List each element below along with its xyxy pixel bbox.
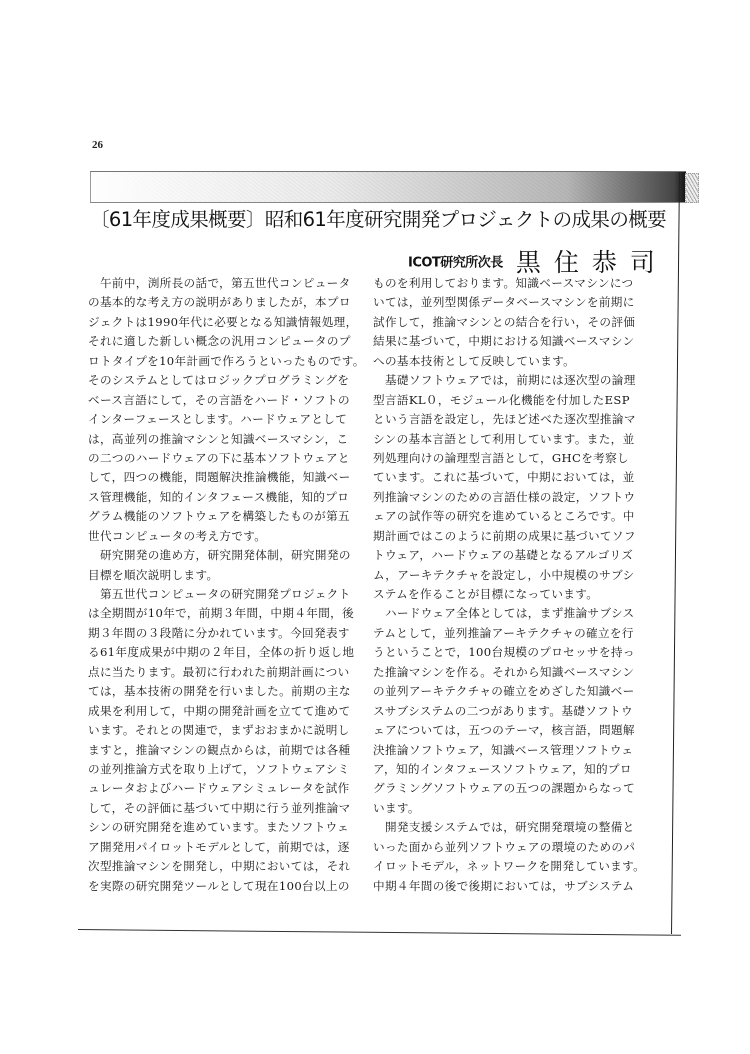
text-line: の並列推論方式を取り上げて，ソフトウェアシミ	[88, 761, 350, 776]
text-line: ム，アーキテクチャを設定し，小中規模のサブシ	[373, 567, 635, 582]
text-line: 第五世代コンピュータの研究開発プロジェクト	[88, 587, 351, 601]
text-line: して，四つの機能，問題解決推論機能，知識ベー	[88, 470, 351, 485]
text-line: 型言語KL０，モジュール化機能を付加したESP	[373, 392, 630, 407]
text-line: ものを利用しております。知識ベースマシンにつ	[373, 276, 634, 290]
body-column-right	[373, 274, 657, 896]
text-line: 成果を利用して，中期の開発計画を立てて進めて	[88, 703, 351, 718]
text-line: への基本技術として反映しています。	[373, 353, 576, 368]
text-line: ェアについては，五つのテーマ，核言語，問題解	[373, 723, 635, 738]
text-line: ア，知的インタフェースソフトウェア，知的プロ	[373, 761, 632, 776]
text-line: ュレータおよびハードウェアシミュレータを試作	[88, 781, 350, 796]
text-line: ています。これに基づいて，中期においては，並	[373, 470, 635, 485]
text-line: インターフェースとします。ハードウェアとして	[88, 412, 348, 427]
text-line: ては，基本技術の開発を行いました。前期の主な	[88, 684, 351, 699]
author-name: 黒住恭司	[515, 248, 668, 277]
text-line: いては，並列型関係データベースマシンを前期に	[373, 295, 635, 310]
text-line: 基礎ソフトウェアでは，前期には逐次型の論理	[373, 373, 636, 388]
page-number: 26	[92, 139, 103, 151]
text-line: 試作して，推論マシンとの結合を行い，その評価	[373, 314, 636, 329]
text-line: いった面から並列ソフトウェアの環境のためのパ	[373, 839, 636, 854]
text-line: ジェクトは1990年代に必要となる知識情報処理，	[88, 314, 358, 329]
text-line: ロトタイプを10年計画で作ろうといったものです。	[88, 353, 365, 368]
text-line: を実際の研究開発ツールとして現在100台以上の	[88, 878, 350, 893]
banner-edge-tab	[685, 173, 699, 203]
text-line: 研究開発の進め方，研究開発体制，研究開発の	[88, 548, 351, 563]
text-line: シンの研究開発を進めています。またソフトウェ	[88, 820, 350, 835]
text-line: 開発支援システムでは，研究開発環境の整備と	[373, 820, 635, 835]
text-line: る61年度成果が中期の２年目，全体の折り返し地	[88, 645, 355, 660]
text-line: して，その評価に基づいて中期に行う並列推論マ	[88, 800, 351, 815]
text-line: そのシステムとしてはロジックプログラミングを	[88, 373, 350, 388]
text-line: 期３年間の３段階に分かれています。今回発表す	[88, 625, 350, 640]
text-line: 次型推論マシンを開発し，中期においては，それ	[88, 859, 351, 874]
text-line: ベース言語にして，その言語をハード・ソフトの	[88, 392, 350, 407]
text-line: という言語を設定し，先ほど述べた逐次型推論マ	[373, 412, 636, 427]
text-line: ェアの試作等の研究を進めているところです。中	[373, 509, 635, 524]
body-column-left	[88, 274, 372, 896]
text-line: 結果に基づいて，中期における知識ベースマシン	[373, 334, 635, 349]
author-role: ICOT研究所次長	[408, 255, 503, 271]
text-line: の基本的な考え方の説明がありましたが，本プロ	[88, 295, 351, 310]
text-line: の並列アーキテクチャの確立をめざした知識ベー	[373, 684, 635, 699]
text-line: シンの基本言語として利用しています。また，並	[373, 431, 635, 446]
text-line: の二つのハードウェアの下に基本ソフトウェアと	[88, 450, 350, 465]
text-line: スサブシステムの二つがあります。基礎ソフトウ	[373, 703, 633, 718]
text-line: 世代コンピュータの考え方です。	[88, 528, 267, 543]
text-line: は，高並列の推論マシンと知識ベースマシン，こ	[88, 431, 349, 446]
text-line: 決推論ソフトウェア，知識ベース管理ソフトウェ	[373, 742, 634, 757]
text-line: 目標を順次説明します。	[88, 567, 219, 582]
bottom-rule	[78, 929, 681, 936]
text-line: 列処理向けの論理型言語として，GHCを考察し	[373, 450, 629, 465]
text-line: 中期４年間の後で後期においては，サブシステム	[373, 878, 635, 893]
text-line: トウェア，ハードウェアの基礎となるアルゴリズ	[373, 548, 634, 563]
text-line: イロットモデル，ネットワークを開発しています。	[373, 859, 646, 874]
text-line: 列推論マシンのための言語仕様の設定，ソフトウ	[373, 489, 636, 504]
text-line: それに適した新しい概念の汎用コンピュータのプ	[88, 334, 351, 349]
text-line: います。	[373, 800, 420, 815]
text-line: 期計画ではこのように前期の成果に基づいてソフ	[373, 528, 636, 543]
right-border-rule	[671, 172, 680, 934]
text-line: ア開発用パイロットモデルとして，前期では，逐	[88, 839, 350, 854]
text-line: テムとして，並列推論アーキテクチャの確立を行	[373, 625, 634, 640]
text-line: ハードウェア全体としては，まず推論サブシス	[373, 606, 635, 621]
text-line: 午前中，渕所長の話で，第五世代コンピュータ	[88, 276, 351, 290]
header-banner	[90, 171, 686, 203]
text-line: ステムを作ることが目標になっています。	[373, 587, 599, 601]
text-line: 点に当たります。最初に行われた前期計画につい	[88, 664, 350, 679]
text-line: グラム機能のソフトウェアを構築したものが第五	[88, 509, 350, 524]
text-line: ますと，推論マシンの観点からは，前期では各種	[88, 742, 351, 757]
text-line: た推論マシンを作る。それから知識ベースマシン	[373, 664, 635, 679]
text-line: ス管理機能，知的インタフェース機能，知的プロ	[88, 489, 350, 504]
text-line: グラミングソフトウェアの五つの課題からなって	[373, 781, 636, 796]
text-line: います。それとの関連で，まずおおまかに説明し	[88, 723, 350, 738]
text-line: うということで，100台規模のプロセッサを持っ	[373, 645, 635, 660]
article-title: 〔61年度成果概要〕昭和61年度研究開発プロジェクトの成果の概要	[90, 208, 667, 231]
text-line: は全期間が10年で，前期３年間，中期４年間，後	[88, 606, 355, 621]
